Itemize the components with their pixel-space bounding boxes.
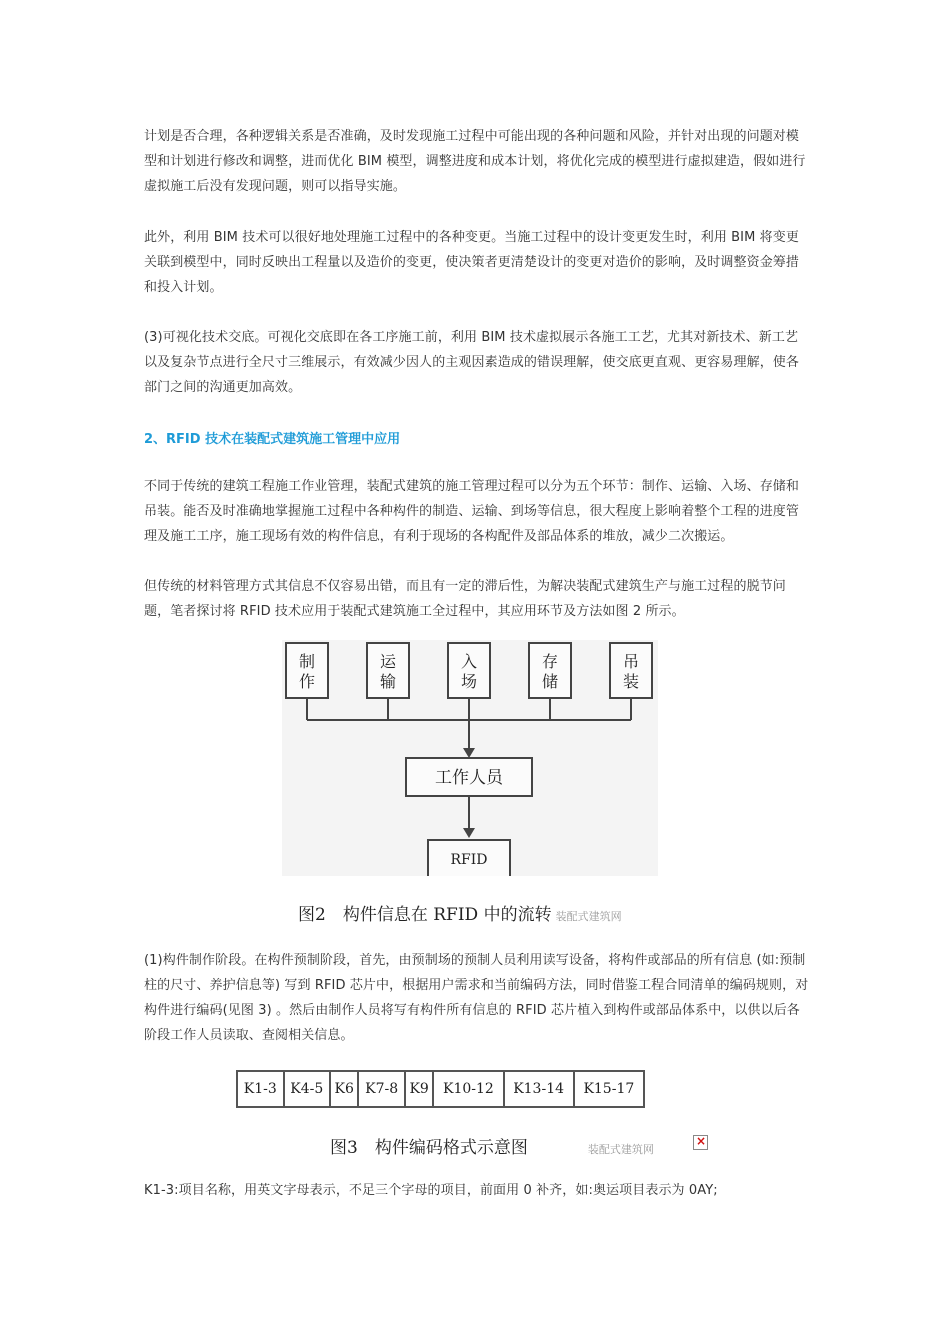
figure-code-format	[236, 1070, 645, 1108]
paragraph-bim-changes: 此外，利用 BIM 技术可以很好地处理施工过程中的各种变更。当施工过程中的设计变更发生时，利用 BIM 将变更关联到模型中，同时反映出工程量以及造价的变更，使决策者更清楚设计的变更对造价的影响，及时调整资金筹措和投入计划。	[144, 230, 800, 295]
code-cell: K9	[405, 1071, 433, 1107]
code-row	[237, 1071, 644, 1107]
figure2-caption-text: 图2 构件信息在 RFID 中的流转	[298, 905, 552, 925]
stage-enter-char1: 入	[460, 652, 478, 671]
code-cell: K7-8	[358, 1071, 405, 1107]
worker-label: 工作人员	[435, 768, 503, 788]
stage-transport-char1: 运	[379, 652, 397, 671]
code-cell: K10-12	[433, 1071, 503, 1107]
rfid-label: RFID	[450, 852, 488, 868]
figure2-watermark: 装配式建筑网	[555, 910, 622, 923]
stage-store-char1: 存	[541, 652, 559, 671]
section-heading-rfid: 2、RFID 技术在装配式建筑施工管理中应用	[144, 432, 401, 447]
code-cell: K15-17	[574, 1071, 644, 1107]
paragraph-component-making: (1)构件制作阶段。在构件预制阶段，首先，由预制场的预制人员利用读写设备，将构件或部品的所有信息 (如:预制柱的尺寸、养护信息等) 写到 RFID 芯片中，根据用户需求和当前编码方法，同时借鉴工程合同清单的编码规则，对构件进行编码(见图 3) 。然后由制作人员将写有构件所有信息的 RFID 芯片植入到构件或部品体系中，以供以后各阶段工作人员读取、查阅相关信息。	[144, 953, 809, 1043]
stage-make-char2: 作	[298, 672, 316, 691]
stage-store-char2: 储	[541, 672, 559, 691]
code-cell: K6	[330, 1071, 358, 1107]
code-cell: K4-5	[284, 1071, 331, 1107]
broken-image-icon: ×	[693, 1135, 708, 1150]
paragraph-bim-simulation: 计划是否合理，各种逻辑关系是否准确，及时发现施工过程中可能出现的各种问题和风险，并针对出现的问题对模型和计划进行修改和调整，进而优化 BIM 模型，调整进度和成本计划，将优化完成的模型进行虚拟建造，假如进行虚拟施工后没有发现问题，则可以指导实施。	[144, 129, 806, 194]
figure3-caption	[330, 1133, 654, 1158]
paragraph-k1-3: K1-3:项目名称，用英文字母表示，不足三个字母的项目，前面用 0 补齐，如:奥运项目表示为 0AY;	[144, 1183, 718, 1198]
code-cell: K1-3	[237, 1071, 284, 1107]
stage-hoist-char2: 装	[622, 672, 640, 691]
figure3-caption-text: 图3 构件编码格式示意图	[330, 1138, 528, 1158]
stage-make-char1: 制	[298, 652, 316, 671]
stage-enter-char2: 场	[460, 672, 478, 691]
stage-hoist-char1: 吊	[622, 652, 640, 671]
flow-diagram	[282, 640, 658, 876]
paragraph-visual-briefing: (3)可视化技术交底。可视化交底即在各工序施工前，利用 BIM 技术虚拟展示各施工工艺，尤其对新技术、新工艺以及复杂节点进行全尺寸三维展示，有效减少因人的主观因素造成的错误理解，使交底更直观、更容易理解，使各部门之间的沟通更加高效。	[144, 330, 800, 395]
stage-transport-char2: 输	[379, 672, 397, 691]
paragraph-rfid-intro: 但传统的材料管理方式其信息不仅容易出错，而且有一定的滞后性，为解决装配式建筑生产与施工过程的脱节问题，笔者探讨将 RFID 技术应用于装配式建筑施工全过程中，其应用环节及方法如图 2 所示。	[144, 579, 786, 619]
figure-rfid-flow	[282, 640, 658, 876]
figure2-caption	[298, 900, 622, 925]
code-format-table	[236, 1070, 645, 1108]
paragraph-management-stages: 不同于传统的建筑工程施工作业管理，装配式建筑的施工管理过程可以分为五个环节：制作、运输、入场、存储和吊装。能否及时准确地掌握施工过程中各种构件的制造、运输、到场等信息，很大程度上影响着整个工程的进度管理及施工工序，施工现场有效的构件信息，有利于现场的各构配件及部品体系的堆放，减少二次搬运。	[144, 479, 800, 544]
code-cell: K13-14	[504, 1071, 574, 1107]
figure3-watermark: 装配式建筑网	[587, 1143, 654, 1156]
